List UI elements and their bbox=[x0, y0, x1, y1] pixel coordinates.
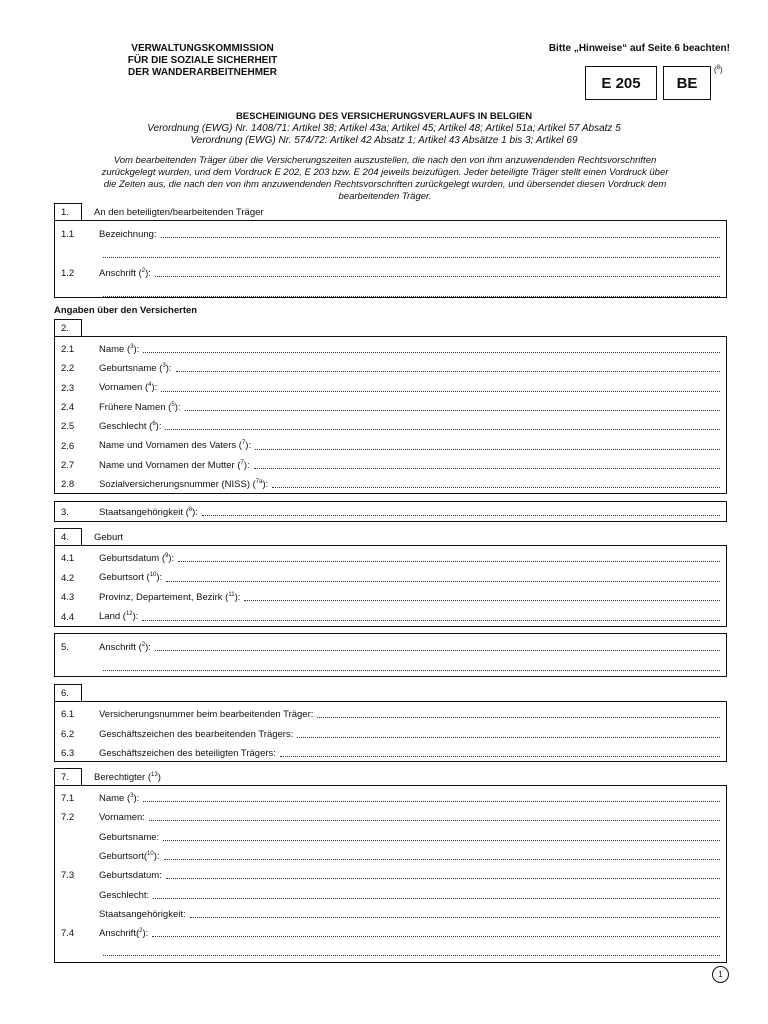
field-input-line[interactable] bbox=[153, 890, 720, 899]
field-label: Vornamen: bbox=[99, 812, 145, 824]
field-label: Geburtsname: bbox=[99, 831, 160, 843]
field-label: Geburtsname ($^3$): bbox=[99, 363, 172, 375]
section-1-box bbox=[54, 220, 727, 298]
section-number-box: 7. bbox=[54, 768, 82, 786]
field-input-line[interactable] bbox=[103, 288, 720, 297]
section-title: Geburt bbox=[94, 532, 124, 543]
field-input-line[interactable] bbox=[152, 928, 720, 937]
field-input-line[interactable] bbox=[297, 729, 720, 738]
intro-text: Vom bearbeitenden Träger über die Versicherungszeiten auszustellen, die nach den von ihm anzuwendenden Rechtsvorschriften zurückgelegt wurden, und dem Vordruck E 202, E 203 bzw. E 204 jeweils beizufügen. Jeder beteiligte Träger stellt einen Vordruck über die Zeiten aus, die nach den von ihm anzuwendenden Rechtsvorschriften zurückgelegt wurden, und übersendet diesen Vordruck dem bearbeitenden Träger. bbox=[101, 155, 669, 202]
form-field-row bbox=[55, 706, 726, 720]
field-number: 6.1 bbox=[61, 709, 75, 720]
section-6-box bbox=[54, 701, 727, 762]
form-field-row bbox=[55, 589, 726, 603]
section-5-box bbox=[54, 633, 727, 677]
field-number: 2.2 bbox=[61, 363, 75, 375]
field-number: 7.1 bbox=[61, 793, 75, 804]
field-number: 5. bbox=[61, 642, 69, 653]
insured-heading: Angaben über den Versicherten bbox=[54, 305, 198, 316]
form-field-row bbox=[55, 360, 726, 374]
field-number: 4.1 bbox=[61, 553, 75, 564]
form-field-row bbox=[55, 726, 726, 740]
section-number-box: 1. bbox=[54, 203, 82, 221]
form-field-row bbox=[55, 659, 726, 673]
field-number: 2.6 bbox=[61, 440, 75, 452]
field-label: Staatsangehörigkeit: bbox=[99, 908, 186, 920]
country-code-box: BE bbox=[663, 66, 711, 100]
field-input-line[interactable] bbox=[272, 479, 720, 488]
field-number: 1.2 bbox=[61, 268, 75, 279]
country-footnote: ($^8$) bbox=[714, 65, 723, 75]
field-label: Name ($^3$): bbox=[99, 792, 140, 804]
form-field-row bbox=[55, 399, 726, 413]
section-2-box bbox=[54, 336, 727, 494]
section-title: Berechtigter ($^{13}$) bbox=[94, 772, 161, 784]
field-label: Frühere Namen ($^5$): bbox=[99, 401, 181, 413]
field-label: Provinz, Departement, Bezirk ($^{11}$): bbox=[99, 591, 241, 603]
field-number: 7.4 bbox=[61, 928, 75, 940]
field-label: Bezeichnung: bbox=[99, 229, 157, 240]
field-label: Geschäftszeichen des beteiligten Trägers: bbox=[99, 748, 276, 759]
form-field-row bbox=[55, 341, 726, 355]
section-7-box bbox=[54, 785, 727, 963]
form-field-row bbox=[55, 887, 726, 901]
field-input-line[interactable] bbox=[161, 383, 720, 392]
field-label: Geburtsort($^{10}$): bbox=[99, 850, 160, 862]
field-number: 2.4 bbox=[61, 401, 75, 413]
field-label: Geburtsdatum: bbox=[99, 870, 162, 882]
form-title: BESCHEINIGUNG DES VERSICHERUNGSVERLAUFS IN BELGIEN bbox=[235, 111, 533, 122]
form-field-row bbox=[55, 848, 726, 862]
field-number: 2.1 bbox=[61, 344, 75, 355]
field-number: 2.3 bbox=[61, 382, 75, 394]
field-label: Vornamen ($^4$): bbox=[99, 382, 158, 394]
form-field-row bbox=[55, 504, 726, 518]
notes-reference: Bitte „Hinweise“ auf Seite 6 beachten! bbox=[548, 43, 730, 54]
field-label: Anschrift ($^2$): bbox=[99, 641, 151, 653]
field-label: Geschlecht ($^6$): bbox=[99, 421, 162, 433]
section-number-box: 4. bbox=[54, 528, 82, 546]
field-input-line[interactable] bbox=[143, 344, 720, 353]
section-3-box bbox=[54, 501, 727, 522]
field-input-line[interactable] bbox=[103, 947, 720, 956]
field-label: Staatsangehörigkeit ($^8$): bbox=[99, 506, 198, 518]
field-number: 2.5 bbox=[61, 421, 75, 433]
field-label: Name und Vornamen des Vaters ($^7$): bbox=[99, 440, 252, 452]
field-input-line[interactable] bbox=[103, 662, 720, 671]
field-input-line[interactable] bbox=[155, 642, 720, 651]
field-label: Geburtsort ($^{10}$): bbox=[99, 572, 163, 584]
field-input-line[interactable] bbox=[166, 573, 720, 582]
field-label: Name und Vornamen der Mutter ($^7$): bbox=[99, 459, 250, 471]
field-input-line[interactable] bbox=[142, 612, 720, 621]
form-field-row bbox=[55, 476, 726, 490]
form-field-row bbox=[55, 457, 726, 471]
regulation-line: Verordnung (EWG) Nr. 1408/71: Artikel 38; Artikel 43a; Artikel 45; Artikel 48; Artikel 51a; Artikel 57 Absatz 5 bbox=[147, 123, 621, 134]
field-number: 2.8 bbox=[61, 479, 75, 491]
field-number: 4.4 bbox=[61, 611, 75, 623]
form-field-row bbox=[55, 285, 726, 299]
field-number: 6.2 bbox=[61, 728, 75, 740]
field-number: 1.1 bbox=[61, 229, 75, 240]
field-number: 2.7 bbox=[61, 459, 75, 471]
form-field-row bbox=[55, 809, 726, 823]
form-field-row bbox=[55, 226, 726, 240]
form-field-row bbox=[55, 418, 726, 432]
form-field-row bbox=[55, 438, 726, 452]
field-input-line[interactable] bbox=[161, 229, 720, 238]
commission-name: VERWALTUNGSKOMMISSION FÜR DIE SOZIALE SICHERHEIT DER WANDERARBEITNEHMER bbox=[127, 43, 278, 78]
field-input-line[interactable] bbox=[165, 421, 720, 430]
form-field-row bbox=[55, 246, 726, 260]
section-number-box: 6. bbox=[54, 684, 82, 702]
form-field-row bbox=[55, 925, 726, 939]
form-field-row bbox=[55, 265, 726, 279]
field-label: Geburtsdatum ($^9$): bbox=[99, 552, 175, 564]
field-input-line[interactable] bbox=[244, 592, 720, 601]
field-input-line[interactable] bbox=[163, 832, 720, 841]
field-input-line[interactable] bbox=[155, 268, 720, 277]
field-number: 7.2 bbox=[61, 812, 75, 824]
field-label: Sozialversicherungsnummer (NISS) ($^{7a}$): bbox=[99, 478, 269, 491]
form-field-row bbox=[55, 906, 726, 920]
field-input-line[interactable] bbox=[164, 851, 720, 860]
section-4-box bbox=[54, 545, 727, 627]
form-field-row bbox=[55, 639, 726, 653]
field-input-line[interactable] bbox=[149, 812, 720, 821]
form-field-row bbox=[55, 944, 726, 958]
field-input-line[interactable] bbox=[190, 909, 720, 918]
field-input-line[interactable] bbox=[143, 793, 720, 802]
page-number: 1 bbox=[712, 966, 729, 983]
form-code-box: E 205 bbox=[585, 66, 657, 100]
form-field-row bbox=[55, 745, 726, 759]
field-input-line[interactable] bbox=[178, 553, 720, 562]
field-input-line[interactable] bbox=[202, 507, 720, 516]
field-input-line[interactable] bbox=[254, 460, 720, 469]
field-label: Anschrift ($^2$): bbox=[99, 267, 151, 279]
form-field-row bbox=[55, 570, 726, 584]
field-input-line[interactable] bbox=[166, 870, 720, 879]
field-number: 3. bbox=[61, 507, 69, 518]
field-label: Land ($^{12}$): bbox=[99, 611, 139, 623]
field-label: Geschäftszeichen des bearbeitenden Trägers: bbox=[99, 728, 294, 740]
form-field-row bbox=[55, 790, 726, 804]
form-field-row bbox=[55, 550, 726, 564]
section-number-box: 2. bbox=[54, 319, 82, 337]
form-field-row bbox=[55, 829, 726, 843]
field-input-line[interactable] bbox=[280, 748, 720, 757]
field-input-line[interactable] bbox=[176, 363, 720, 372]
field-input-line[interactable] bbox=[255, 441, 720, 450]
field-number: 4.3 bbox=[61, 592, 75, 603]
field-input-line[interactable] bbox=[317, 709, 720, 718]
field-number: 7.3 bbox=[61, 870, 75, 882]
field-number: 6.3 bbox=[61, 748, 75, 759]
form-field-row bbox=[55, 609, 726, 623]
field-input-line[interactable] bbox=[185, 402, 721, 411]
field-label: Anschrift($^2$): bbox=[99, 927, 149, 940]
regulation-line: Verordnung (EWG) Nr. 574/72: Artikel 42 Absatz 1; Artikel 43 Absätze 1 bis 3; Artikel 69 bbox=[190, 135, 578, 146]
section-title: An den beteiligten/bearbeitenden Träger bbox=[94, 207, 264, 218]
form-field-row bbox=[55, 867, 726, 881]
field-input-line[interactable] bbox=[103, 249, 720, 258]
field-label: Name ($^3$): bbox=[99, 343, 140, 355]
field-label: Geschlecht: bbox=[99, 889, 150, 901]
form-field-row bbox=[55, 380, 726, 394]
field-label: Versicherungsnummer beim bearbeitenden Träger: bbox=[99, 709, 314, 720]
field-number: 4.2 bbox=[61, 572, 75, 584]
